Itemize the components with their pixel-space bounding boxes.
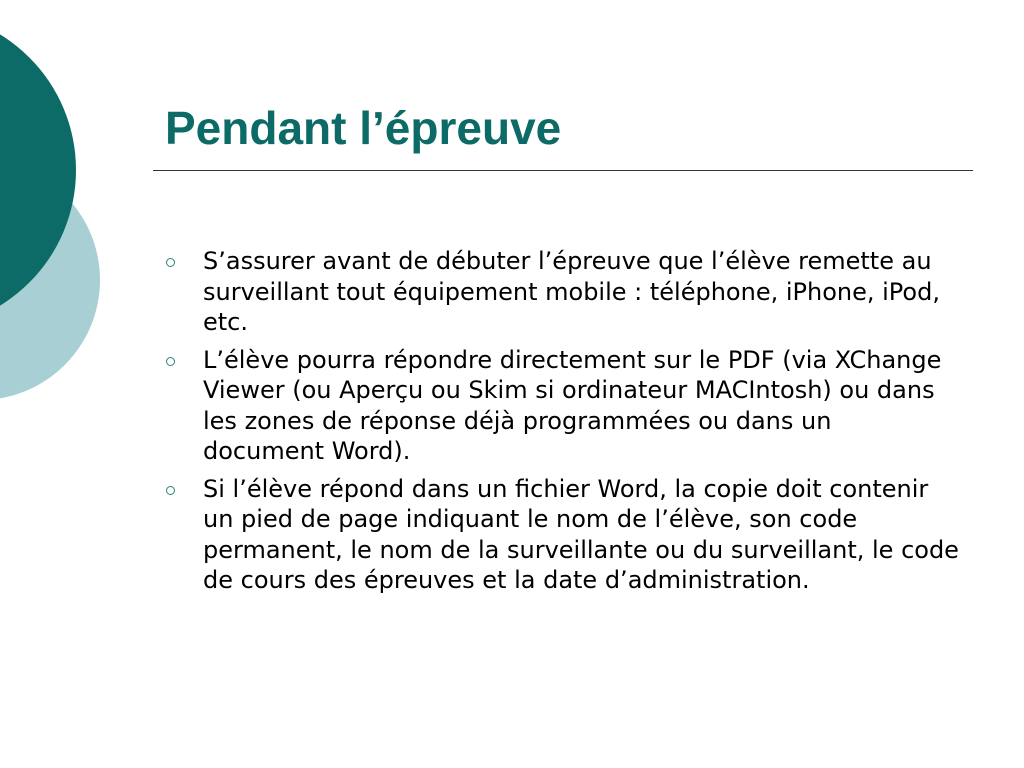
hollow-circle-icon xyxy=(166,486,175,495)
hollow-circle-icon xyxy=(166,357,175,366)
bullet-item xyxy=(160,345,960,467)
bullet-list xyxy=(160,246,960,603)
hollow-circle-icon xyxy=(166,258,175,267)
bullet-text: Si l’élève répond dans un fichier Word, la copie doit contenir un pied de page indiquant le nom de l’élève, son code permanent, le nom de la surveillante ou du surveillant, le code de cours des épreuves et la date d’administration. xyxy=(203,474,959,594)
bullet-item xyxy=(160,246,960,338)
bullet-item xyxy=(160,474,960,596)
bullet-text: S’assurer avant de débuter l’épreuve que l’élève remette au surveillant tout équipement mobile : téléphone, iPhone, iPod, etc. xyxy=(203,247,940,336)
title-divider xyxy=(153,170,973,171)
bullet-text: L’élève pourra répondre directement sur le PDF (via XChange Viewer (ou Aperçu ou Skim si ordinateur MACIntosh) ou dans les zones de réponse déjà programmées ou dans un document Word). xyxy=(203,345,942,465)
slide-title: Pendant l’épreuve xyxy=(165,102,562,154)
